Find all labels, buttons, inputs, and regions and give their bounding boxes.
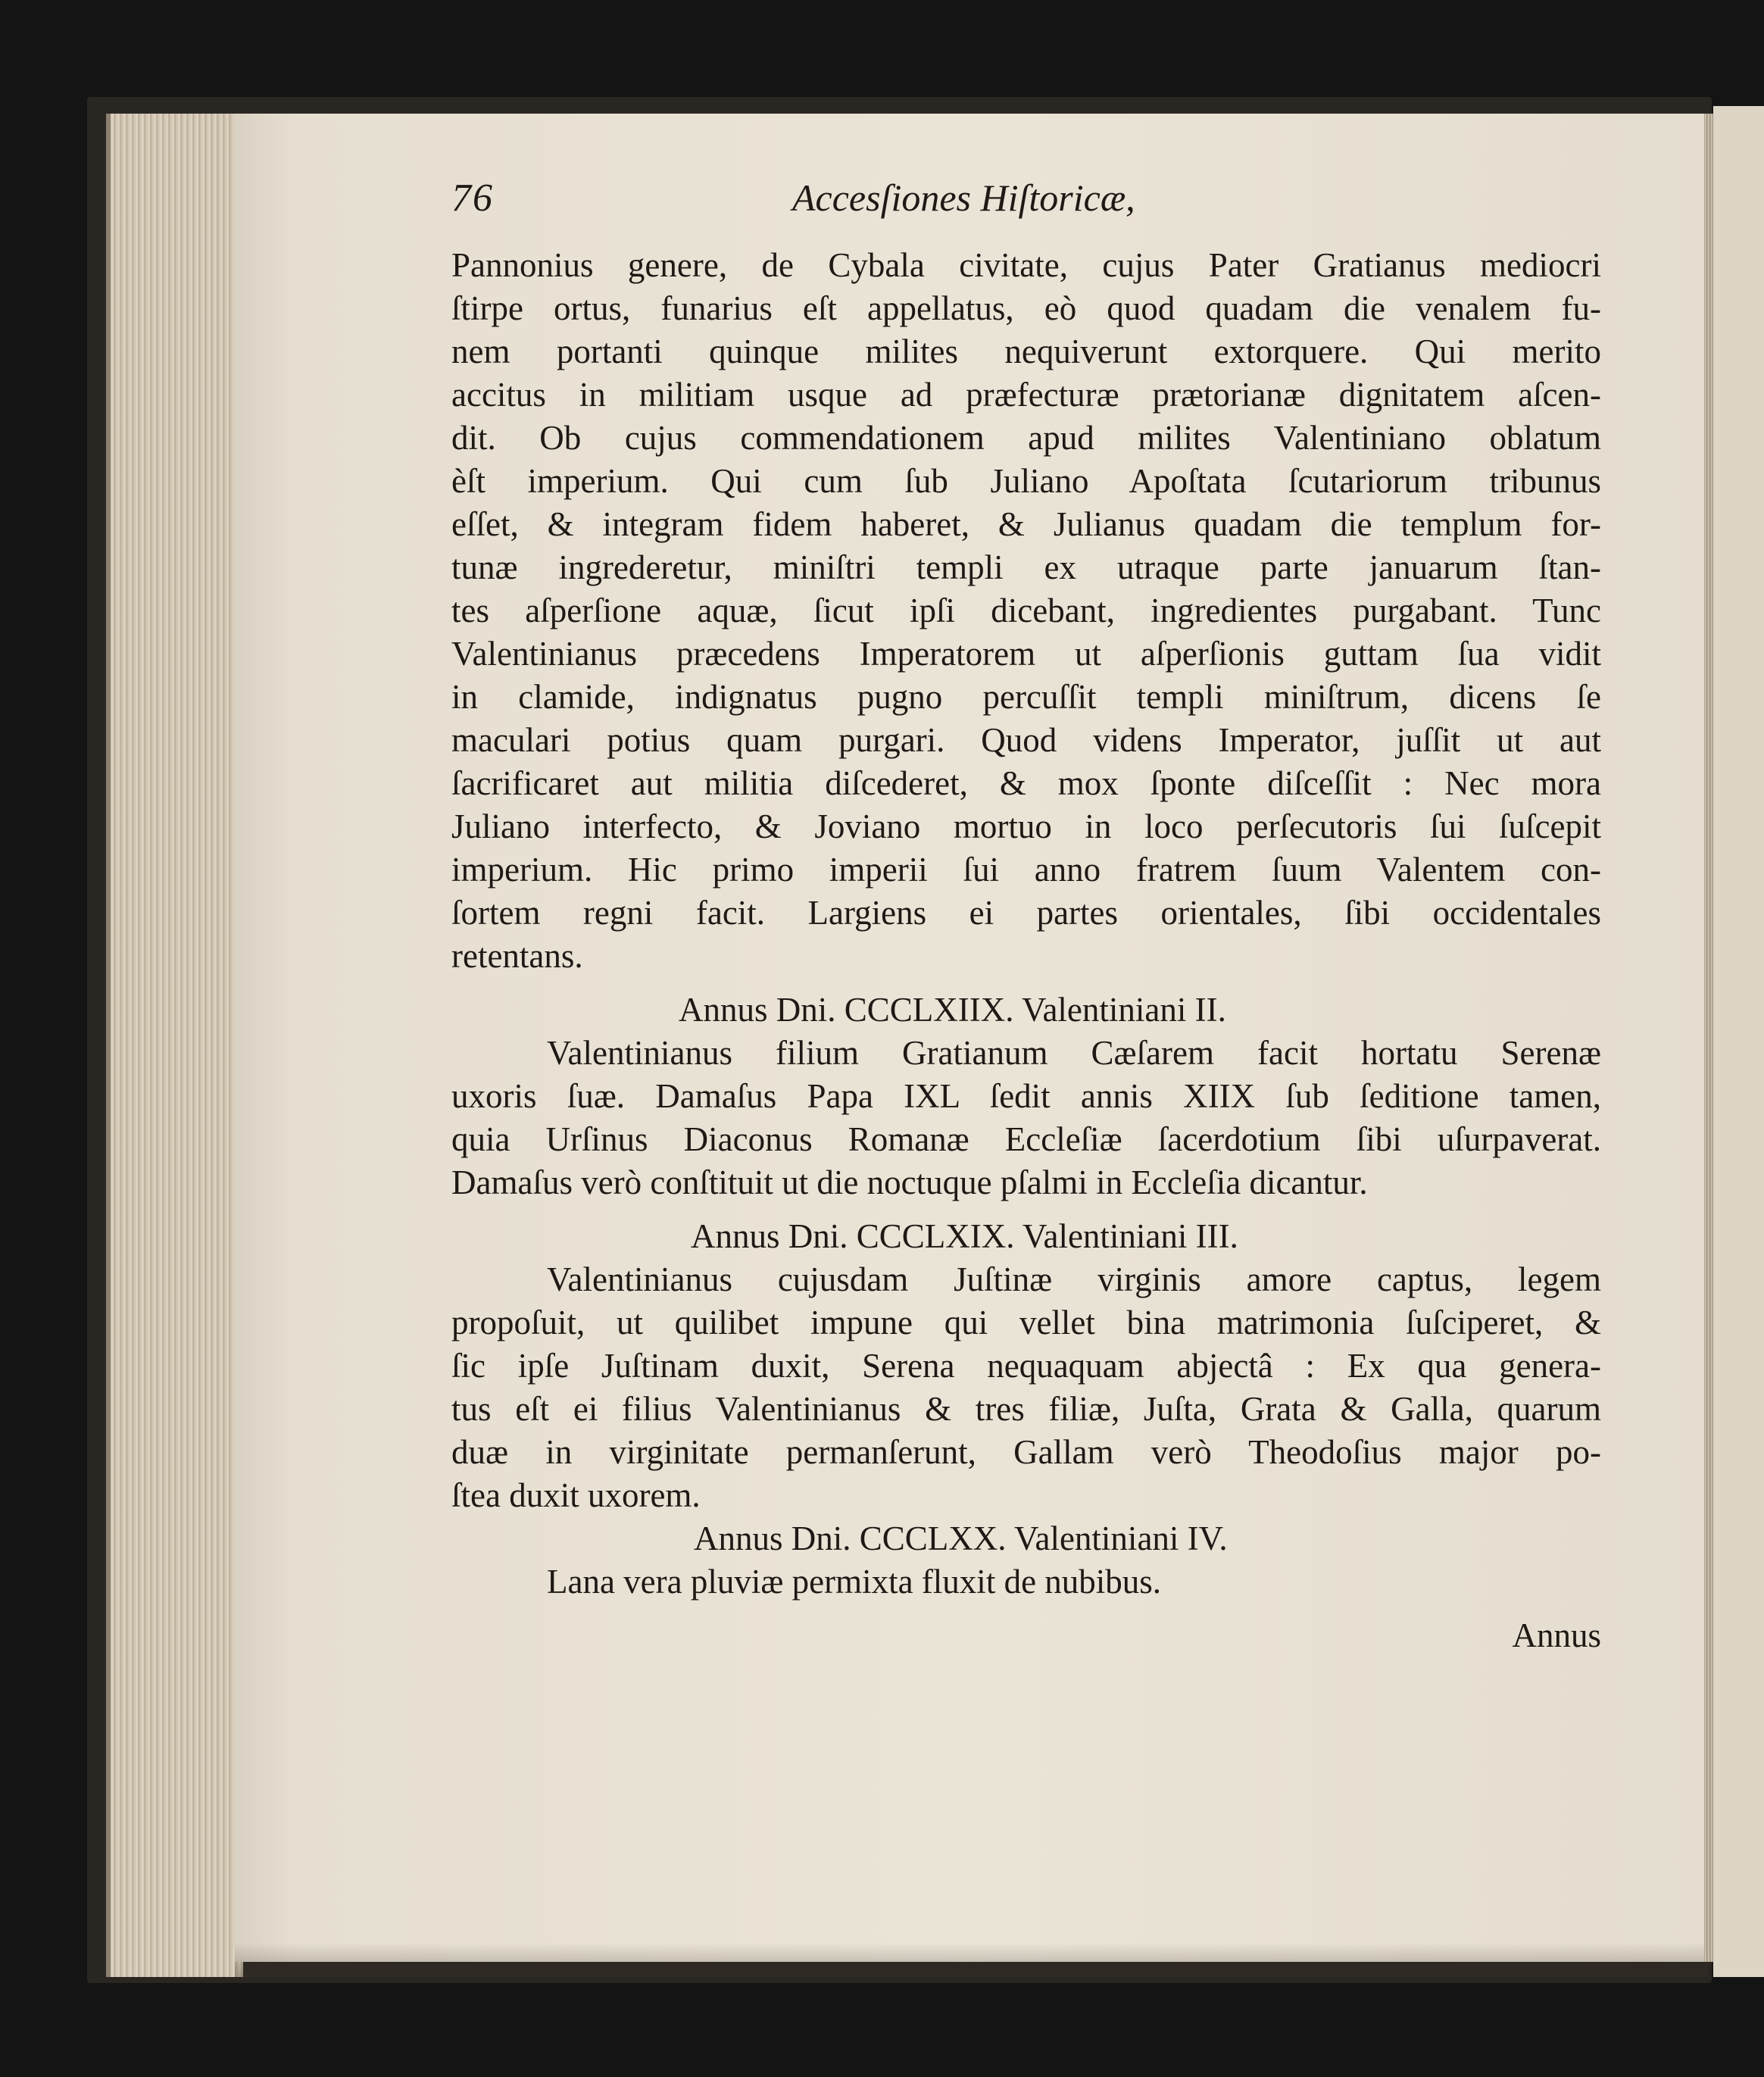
text-line: accitus in militiam usque ad præfecturæ prætorianæ dignitatem aſcen- bbox=[451, 376, 1601, 414]
page-edges-left bbox=[106, 114, 243, 1977]
catchword: Annus bbox=[1512, 1616, 1601, 1654]
text-line: Valentinianus cujusdam Juſtinæ virginis amore captus, legem bbox=[547, 1260, 1601, 1298]
year-heading: Annus Dni. CCCLXIX. Valentiniani III. bbox=[691, 1217, 1238, 1255]
text-line: retentans. bbox=[451, 937, 583, 975]
year-heading: Annus Dni. CCCLXIIX. Valentiniani II. bbox=[679, 991, 1226, 1029]
text-line: Valentinianus filium Gratianum Cæſarem facit hortatu Serenæ bbox=[547, 1034, 1601, 1072]
text-line: tus eſt ei filius Valentinianus & tres filiæ, Juſta, Grata & Galla, quarum bbox=[451, 1390, 1601, 1428]
text-block bbox=[451, 176, 1601, 1657]
year-heading: Annus Dni. CCCLXX. Valentiniani IV. bbox=[694, 1519, 1228, 1557]
text-line: in clamide, indignatus pugno percuſſit templi miniſtrum, dicens ſe bbox=[451, 678, 1601, 716]
text-line: imperium. Hic primo imperii ſui anno fratrem ſuum Valentem con- bbox=[451, 851, 1601, 889]
text-line: ſtea duxit uxorem. bbox=[451, 1476, 701, 1514]
text-line: ſortem regni facit. Largiens ei partes orientales, ſibi occidentales bbox=[451, 894, 1601, 932]
text-line: ſtirpe ortus, funarius eſt appellatus, eò quod quadam die venalem fu- bbox=[451, 289, 1601, 327]
page-header bbox=[451, 176, 1601, 236]
text-line: propoſuit, ut quilibet impune qui vellet bina matrimonia ſuſciperet, & bbox=[451, 1304, 1601, 1341]
text-line: duæ in virginitate permanſerunt, Gallam verò Theodoſius major po- bbox=[451, 1433, 1601, 1471]
text-line: tunæ ingrederetur, miniſtri templi ex utraque parte januarum ſtan- bbox=[451, 548, 1601, 586]
text-line: Lana vera pluviæ permixta fluxit de nubibus. bbox=[547, 1563, 1162, 1601]
body-text bbox=[451, 244, 1601, 1657]
text-line: èſt imperium. Qui cum ſub Juliano Apoſtata ſcutariorum tribunus bbox=[451, 462, 1601, 500]
text-line: quia Urſinus Diaconus Romanæ Eccleſiæ ſacerdotium ſibi uſurpaverat. bbox=[451, 1120, 1601, 1158]
text-line: uxoris ſuæ. Damaſus Papa IXL ſedit annis XIIX ſub ſeditione tamen, bbox=[451, 1077, 1601, 1115]
running-title: Accesſiones Hiſtoricæ, bbox=[792, 176, 1135, 219]
text-line: maculari potius quam purgari. Quod videns Imperator, juſſit ut aut bbox=[451, 721, 1601, 759]
text-line: Valentinianus præcedens Imperatorem ut aſperſionis guttam ſua vidit bbox=[451, 635, 1601, 673]
text-line: ſacrificaret aut militia diſcederet, & mox ſponte diſceſſit : Nec mora bbox=[451, 764, 1601, 802]
text-line: tes aſperſione aquæ, ſicut ipſi dicebant, ingredientes purgabant. Tunc bbox=[451, 592, 1601, 629]
text-line: ſic ipſe Juſtinam duxit, Serena nequaquam abjectâ : Ex qua genera- bbox=[451, 1347, 1601, 1385]
text-line: Pannonius genere, de Cybala civitate, cujus Pater Gratianus mediocri bbox=[451, 246, 1601, 284]
text-line: Juliano interfecto, & Joviano mortuo in loco perſecutoris ſui ſuſcepit bbox=[451, 807, 1601, 845]
facing-page-edge bbox=[1713, 106, 1764, 1977]
text-line: Damaſus verò conſtituit ut die noctuque pſalmi in Eccleſia dicantur. bbox=[451, 1163, 1368, 1201]
page-bottom-shadow bbox=[235, 1943, 1708, 1977]
text-line: eſſet, & integram fidem haberet, & Julianus quadam die templum for- bbox=[451, 505, 1601, 543]
text-line: nem portanti quinque milites nequiverunt extorquere. Qui merito bbox=[451, 333, 1601, 370]
text-line: dit. Ob cujus commendationem apud milites Valentiniano oblatum bbox=[451, 419, 1601, 457]
page-number: 76 bbox=[451, 176, 494, 220]
